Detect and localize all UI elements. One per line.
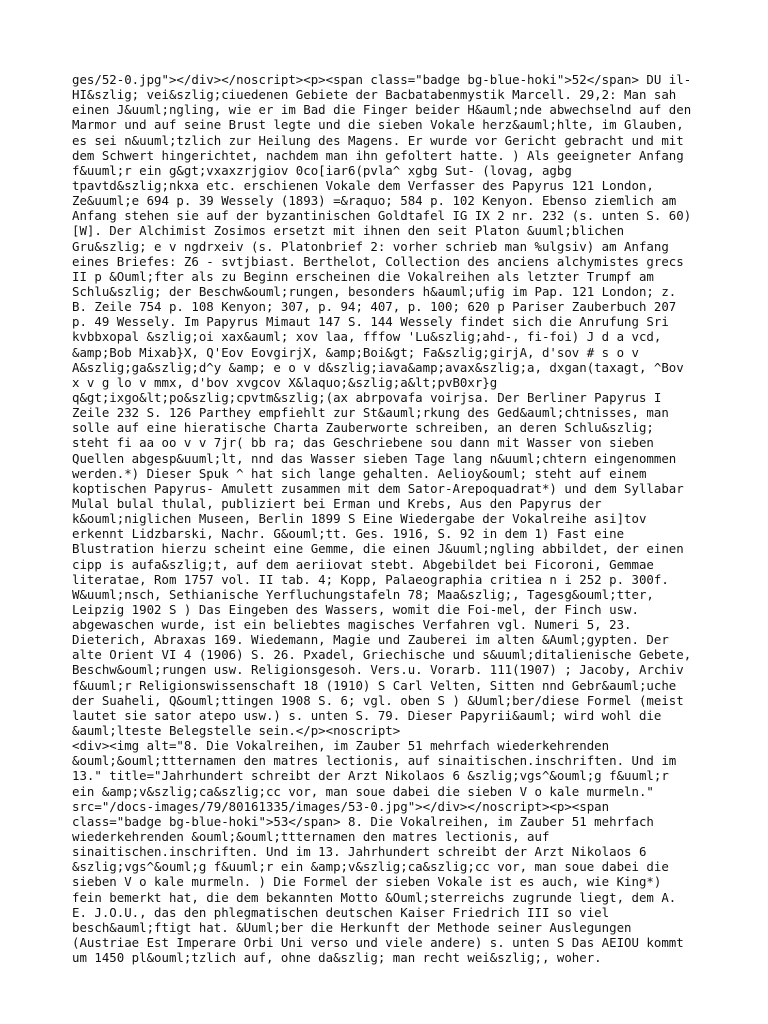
- text-line: Schlu&szlig; der Beschw&ouml;rungen, besonders h&auml;ufig im Pap. 121 London; z.: [72, 283, 677, 299]
- text-line: einen J&uuml;ngling, wie er im Bad die Finger beider H&auml;nde abwechselnd auf den: [72, 102, 692, 118]
- text-line: II p &Ouml;fter als zu Beginn erscheinen die Vokalreihen als letzter Trumpf am: [72, 268, 654, 284]
- text-line: eines Briefes: Z6 - svtjbiast. Berthelot, Collection des anciens alchymistes grecs: [72, 253, 684, 269]
- text-line: Ze&uuml;e 694 p. 39 Wessely (1893) =&raquo; 584 p. 102 Kenyon. Ebenso ziemlich am: [72, 193, 677, 209]
- text-line: kvbbxopal &szlig;oi xax&auml; xov laa, fffow 'Lu&szlig;ahd-, fi-foi) J d a vcd,: [72, 329, 662, 345]
- text-line: A&szlig;ga&szlig;d^y &amp; e o v d&szlig;iava&amp;avax&szlig;a, dxgan(taxagt, ^Bov: [72, 359, 684, 375]
- text-line: &auml;lteste Belegstelle sein.</p><noscript>: [72, 723, 401, 739]
- text-line: f&uuml;r Religionswissenschaft 18 (1910) S Carl Velten, Sitten nnd Gebr&auml;uche: [72, 677, 677, 693]
- text-line: Beschw&ouml;rungen usw. Religionsgesoh. Vers.u. Vorarb. 111(1907) ; Jacoby, Archiv: [72, 662, 684, 678]
- text-line: sieben V o kale murmeln. ) Die Formel der sieben Vokale ist es auch, wie King*): [72, 874, 662, 890]
- text-line: abgewaschen wurde, ist ein beliebtes magisches Verfahren vgl. Numeri 5, 23.: [72, 617, 632, 633]
- text-line: alte Orient VI 4 (1906) S. 26. Pxadel, Griechische und s&uuml;ditalienische Gebete,: [72, 647, 692, 663]
- text-line: ein &amp;v&szlig;ca&szlig;cc vor, man soue dabei die sieben V o kale murmeln.": [72, 783, 654, 799]
- text-line: wiederkehrenden &ouml;&ouml;ttternamen den matres lectionis, auf: [72, 829, 550, 845]
- text-line: (Austriae Est Imperare Orbi Uni verso und viele andere) s. unten S Das AEIOU kommt: [72, 935, 684, 951]
- text-line: besch&auml;ftigt hat. &Uuml;ber die Herkunft der Methode seiner Auslegungen: [72, 919, 632, 935]
- text-line: fein bemerkt hat, die dem bekannten Motto &Ouml;sterreichs zugrunde liegt, dem A.: [72, 889, 677, 905]
- text-line: Blustration hierzu scheint eine Gemme, die einen J&uuml;ngling abbildet, der einen: [72, 541, 684, 557]
- text-line: steht fi aa oo v v 7jr( bb ra; das Geschriebene sou dann mit Wasser von sieben: [72, 435, 654, 451]
- text-line: Mulal bulal thulal, publiziert bei Erman und Krebs, Aus den Papyrus der: [72, 495, 602, 511]
- text-line: solle auf eine hieratische Charta Zauberworte schreiben, an deren Schlu&szlig;: [72, 420, 654, 436]
- text-line: ges/52-0.jpg"></div></noscript><p><span class="badge bg-blue-hoki">52</span> DU il-: [72, 72, 692, 87]
- text-line: literatae, Rom 1757 vol. II tab. 4; Kopp, Palaeographia critiea n i 252 p. 300f.: [72, 571, 669, 587]
- text-line: sinaitischen.inschriften. Und im 13. Jahrhundert schreibt der Arzt Nikolaos 6: [72, 844, 647, 860]
- text-line: werden.*) Dieser Spuk ^ hat sich lange gehalten. Aelioy&ouml; steht auf einem: [72, 465, 647, 481]
- text-line: src="/docs-images/79/80161335/images/53-0.jpg"></div></noscript><p><span: [72, 798, 610, 814]
- text-line: B. Zeile 754 p. 108 Kenyon; 307, p. 94; 407, p. 100; 620 p Pariser Zauberbuch 207: [72, 299, 677, 315]
- text-line: k&ouml;niglichen Museen, Berlin 1899 S Eine Wiedergabe der Vokalreihe asi]tov: [72, 511, 647, 527]
- text-line: Marmor und auf seine Brust legte und die sieben Vokale herz&auml;hlte, im Glauben,: [72, 117, 684, 133]
- text-line: E. J.O.U., das den phlegmatischen deutschen Kaiser Friedrich III so viel: [72, 904, 610, 920]
- text-line: &szlig;vgs^&ouml;g f&uuml;r ein &amp;v&szlig;ca&szlig;cc vor, man soue dabei die: [72, 859, 669, 875]
- text-line: &ouml;&ouml;ttternamen den matres lectionis, auf sinaitischen.inschriften. Und im: [72, 753, 677, 769]
- text-line: class="badge bg-blue-hoki">53</span> 8. Die Vokalreihen, im Zauber 51 mehrfach: [72, 813, 654, 829]
- text-line: HI&szlig; vei&szlig;ciuedenen Gebiete der Bacbatabenmystik Marcell. 29,2: Man sah: [72, 87, 677, 103]
- text-line: tpavtd&szlig;nkxa etc. erschienen Vokale dem Verfasser des Papyrus 121 London,: [72, 177, 654, 193]
- text-line: f&uuml;r ein g&gt;vxaxzrjgiov 0co[iar6(pvla^ xgbg Sut- (lovag, agbg: [72, 162, 572, 178]
- text-line: lautet sie sator atepo usw.) s. unten S. 79. Dieser Papyrii&auml; wird wohl die: [72, 707, 662, 723]
- text-line: Leipzig 1902 S ) Das Eingeben des Wassers, womit die Foi-mel, der Finch usw.: [72, 601, 639, 617]
- text-line: <div><img alt="8. Die Vokalreihen, im Zauber 51 mehrfach wiederkehrenden: [72, 738, 610, 754]
- text-line: cipp is aufa&szlig;t, auf dem aeriiovat stebt. Abgebildet bei Ficoroni, Gemmae: [72, 556, 654, 572]
- text-line: [W]. Der Alchimist Zosimos ersetzt mit ihnen den seit Platon &uuml;blichen: [72, 223, 625, 239]
- document-page: [72, 72, 704, 965]
- text-line: der Suaheli, Q&ouml;ttingen 1908 S. 6; vgl. oben S ) &Uuml;ber/diese Formel (meist: [72, 692, 684, 708]
- text-line: W&uuml;nsch, Sethianische Yerfluchungstafeln 78; Maa&szlig;, Tagesg&ouml;tter,: [72, 586, 654, 602]
- text-line: q&gt;ixgo&lt;po&szlig;cpvtm&szlig;(ax abrpovafa voirjsa. Der Berliner Papyrus I: [72, 389, 662, 405]
- text-line: 13." title="Jahrhundert schreibt der Arzt Nikolaos 6 &szlig;vgs^&ouml;g f&uuml;r: [72, 768, 669, 784]
- text-line: Dieterich, Abraxas 169. Wiedemann, Magie und Zauberei im alten &Auml;gypten. Der: [72, 632, 669, 648]
- text-line: um 1450 pl&ouml;tzlich auf, ohne da&szlig; man recht wei&szlig;, woher.: [72, 950, 602, 966]
- text-line: erkennt Lidzbarski, Nachr. G&ouml;tt. Ges. 1916, S. 92 in dem 1) Fast eine: [72, 526, 625, 542]
- text-line: koptischen Papyrus- Amulett zusammen mit dem Sator-Arepoquadrat*) und dem Syllabar: [72, 480, 684, 496]
- text-line: Anfang stehen sie auf der byzantinischen Goldtafel IG IX 2 nr. 232 (s. unten S. 60): [72, 208, 692, 224]
- text-line: p. 49 Wessely. Im Papyrus Mimaut 147 S. 144 Wessely findet sich die Anrufung Sri: [72, 314, 669, 330]
- text-line: dem Schwert hingerichtet, nachdem man ihn gefoltert hatte. ) Als geeigneter Anfang: [72, 147, 684, 163]
- text-line: es sei n&uuml;tzlich zur Heilung des Magens. Er wurde vor Gericht gebracht und mit: [72, 132, 684, 148]
- text-line: Quellen abgesp&uuml;lt, nnd das Wasser sieben Tage lang n&uuml;chtern eingenommen: [72, 450, 677, 466]
- text-line: x v g lo v mmx, d'bov xvgcov X&laquo;&szlig;a&lt;pvB0xr}g: [72, 374, 498, 390]
- text-line: Gru&szlig; e v ngdrxeiv (s. Platonbrief 2: vorher schrieb man %ulgsiv) am Anfang: [72, 238, 669, 254]
- text-line: &amp;Bob Mixab}X, Q'Eov EovgirjX, &amp;Boi&gt; Fa&szlig;girjA, d'sov # s o v: [72, 344, 639, 360]
- text-line: Zeile 232 S. 126 Parthey empfiehlt zur St&auml;rkung des Ged&auml;chtnisses, man: [72, 405, 669, 421]
